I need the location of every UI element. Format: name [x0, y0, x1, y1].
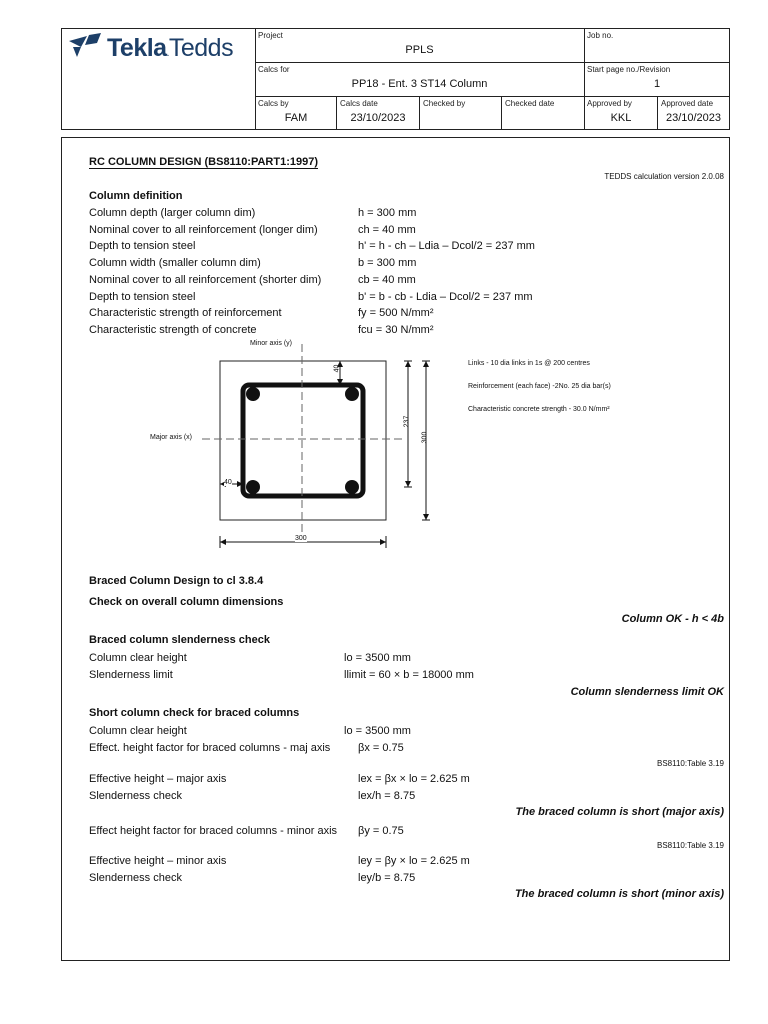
- clear-height-value: lo = 3500 mm: [344, 725, 411, 737]
- table-reference: BS8110:Table 3.19: [656, 759, 724, 768]
- short-minor-result: The braced column is short (minor axis): [514, 888, 724, 900]
- title-block: [61, 28, 730, 130]
- checked-by-label: Checked by: [423, 99, 466, 108]
- brand-light: Tedds: [168, 34, 234, 62]
- note-reinforcement: Reinforcement (each face) -2No. 25 dia bar(s): [468, 383, 611, 390]
- dim-300-vertical: 300: [421, 431, 429, 444]
- project-label: Project: [258, 31, 283, 40]
- clear-height-label: Column clear height: [89, 725, 187, 737]
- row-label: Depth to tension steel: [89, 240, 196, 252]
- beta-x-label: Effect. height factor for braced columns - maj axis: [89, 742, 331, 754]
- braced-heading: Braced Column Design to cl 3.8.4: [89, 575, 264, 587]
- effective-height-major-value: lex = βx × lo = 2.625 m: [358, 773, 470, 785]
- short-column-heading: Short column check for braced columns: [89, 707, 300, 719]
- checked-date-label: Checked date: [505, 99, 555, 108]
- slenderness-ok-result: Column slenderness limit OK: [570, 686, 724, 698]
- brand-name: Tekla.Tedds: [107, 34, 234, 62]
- row-label: Nominal cover to all reinforcement (longer dim): [89, 224, 318, 236]
- dim-237: 237: [403, 415, 411, 428]
- tekla-logo-icon: [67, 33, 103, 63]
- calcs-by-label: Calcs by: [258, 99, 289, 108]
- row-value: cb = 40 mm: [358, 274, 416, 286]
- page-title: RC COLUMN DESIGN (BS8110:PART1:1997): [89, 156, 319, 168]
- approved-by-value: KKL: [610, 112, 632, 124]
- effective-height-minor-label: Effective height – minor axis: [89, 855, 227, 867]
- note-links: Links - 10 dia links in 1s @ 200 centres: [468, 360, 590, 367]
- row-value: b = 300 mm: [358, 257, 417, 269]
- short-major-result: The braced column is short (major axis): [515, 806, 724, 818]
- beta-y-label: Effect height factor for braced columns - minor axis: [89, 825, 338, 837]
- brand-bold: Tekla: [107, 34, 167, 62]
- clear-height-value: lo = 3500 mm: [344, 652, 411, 664]
- row-label: Characteristic strength of reinforcement: [89, 307, 282, 319]
- slenderness-heading: Braced column slenderness check: [89, 634, 270, 646]
- clear-height-label: Column clear height: [89, 652, 187, 664]
- slenderness-limit-label: Slenderness limit: [89, 669, 173, 681]
- calcs-by-value: FAM: [284, 112, 308, 124]
- approved-date-value: 23/10/2023: [665, 112, 722, 124]
- dim-300-horizontal: 300: [295, 535, 307, 542]
- dim-cover-left: 40: [224, 479, 232, 486]
- effective-height-major-label: Effective height – major axis: [89, 773, 227, 785]
- row-label: Column depth (larger column dim): [89, 207, 256, 219]
- reinforcement-bar: [246, 480, 260, 494]
- effective-height-minor-value: ley = βy × lo = 2.625 m: [358, 855, 470, 867]
- version-text: TEDDS calculation version 2.0.08: [604, 172, 724, 181]
- start-page-value: 1: [653, 78, 661, 90]
- row-label: Nominal cover to all reinforcement (shorter dim): [89, 274, 322, 286]
- project-value: PPLS: [405, 44, 434, 56]
- calcs-date-value: 23/10/2023: [350, 112, 406, 124]
- dimensions-check-heading: Check on overall column dimensions: [89, 596, 284, 608]
- minor-axis-label: Minor axis (y): [250, 340, 293, 347]
- row-label: Characteristic strength of concrete: [89, 324, 257, 336]
- row-value: fcu = 30 N/mm²: [358, 324, 434, 336]
- note-concrete: Characteristic concrete strength - 30.0 N/mm²: [468, 406, 610, 413]
- job-label: Job no.: [587, 31, 614, 40]
- calcs-for-value: PP18 - Ent. 3 ST14 Column: [351, 78, 488, 90]
- approved-by-label: Approved by: [587, 99, 632, 108]
- beta-x-value: βx = 0.75: [358, 742, 404, 754]
- tekla-tedds-logo: [67, 33, 252, 63]
- reinforcement-bar: [246, 387, 260, 401]
- dim-cover-top: 40: [333, 364, 341, 373]
- approved-date-label: Approved date: [661, 99, 714, 108]
- column-ok-result: Column OK - h < 4b: [621, 613, 724, 625]
- slenderness-limit-value: llimit = 60 × b = 18000 mm: [344, 669, 474, 681]
- slenderness-check-value: ley/b = 8.75: [358, 872, 416, 884]
- column-section-diagram: [140, 338, 520, 553]
- row-value: h = 300 mm: [358, 207, 417, 219]
- major-axis-label: Major axis (x): [150, 434, 193, 441]
- row-value: fy = 500 N/mm²: [358, 307, 434, 319]
- reinforcement-bar: [345, 387, 359, 401]
- calcs-date-label: Calcs date: [340, 99, 378, 108]
- slenderness-check-label: Slenderness check: [89, 872, 182, 884]
- table-reference: BS8110:Table 3.19: [656, 841, 724, 850]
- reinforcement-bar: [345, 480, 359, 494]
- link-outline: [243, 385, 363, 496]
- start-page-label: Start page no./Revision: [587, 65, 671, 74]
- column-definition-heading: Column definition: [89, 190, 183, 202]
- slenderness-check-value: lex/h = 8.75: [358, 790, 416, 802]
- slenderness-check-label: Slenderness check: [89, 790, 182, 802]
- beta-y-value: βy = 0.75: [358, 825, 404, 837]
- row-value: ch = 40 mm: [358, 224, 416, 236]
- row-label: Depth to tension steel: [89, 291, 196, 303]
- row-value: b' = b - cb - Ldia – Dcol/2 = 237 mm: [358, 291, 533, 303]
- row-value: h' = h - ch – Ldia – Dcol/2 = 237 mm: [358, 240, 535, 252]
- row-label: Column width (smaller column dim): [89, 257, 261, 269]
- calcs-for-label: Calcs for: [258, 65, 290, 74]
